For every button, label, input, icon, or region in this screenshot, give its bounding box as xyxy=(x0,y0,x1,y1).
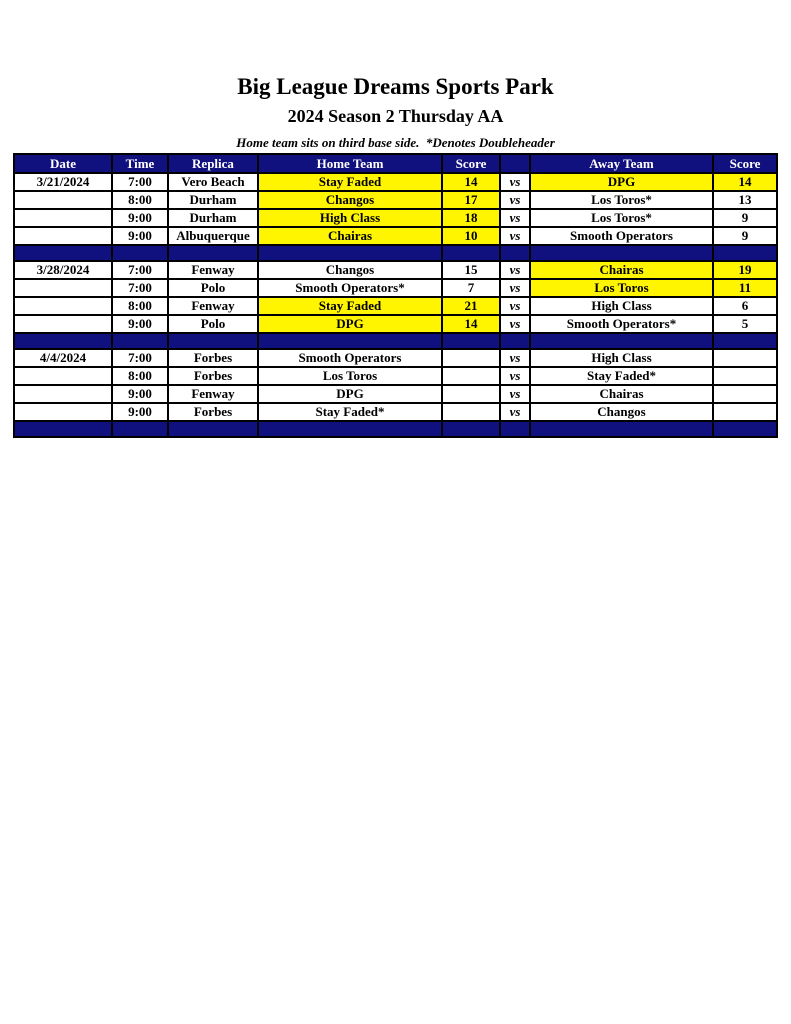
home-team-cell: Stay Faded xyxy=(258,297,442,315)
replica-cell: Forbes xyxy=(168,367,258,385)
away-team-cell: Stay Faded* xyxy=(530,367,713,385)
replica-cell: Forbes xyxy=(168,349,258,367)
separator-cell xyxy=(14,245,112,261)
schedule-table xyxy=(13,153,778,438)
separator-cell xyxy=(500,421,530,437)
away-team-cell: Los Toros* xyxy=(530,191,713,209)
game-row xyxy=(14,315,777,333)
away-score-cell: 6 xyxy=(713,297,777,315)
home-score-cell: 7 xyxy=(442,279,500,297)
home-score-cell: 21 xyxy=(442,297,500,315)
home-score-cell xyxy=(442,349,500,367)
home-team-cell: Los Toros xyxy=(258,367,442,385)
page-note: Home team sits on third base side. *Denotes Doubleheader xyxy=(236,135,555,150)
away-score-cell xyxy=(713,385,777,403)
separator-cell xyxy=(168,245,258,261)
separator-cell xyxy=(258,421,442,437)
away-score-cell: 13 xyxy=(713,191,777,209)
vs-header xyxy=(500,154,530,173)
time-cell: 9:00 xyxy=(112,315,168,333)
away-team-cell: Chairas xyxy=(530,385,713,403)
away-score-cell: 14 xyxy=(713,173,777,191)
date-cell xyxy=(14,315,112,333)
page-title: Big League Dreams Sports Park xyxy=(237,74,554,99)
home-team-cell: Smooth Operators xyxy=(258,349,442,367)
date-header: Date xyxy=(14,154,112,173)
replica-header: Replica xyxy=(168,154,258,173)
home-team-cell: Stay Faded xyxy=(258,173,442,191)
separator-cell xyxy=(14,333,112,349)
away-team-cell: DPG xyxy=(530,173,713,191)
separator-cell xyxy=(168,421,258,437)
date-cell: 4/4/2024 xyxy=(14,349,112,367)
time-cell: 7:00 xyxy=(112,173,168,191)
vs-cell: vs xyxy=(500,173,530,191)
home-score-header: Score xyxy=(442,154,500,173)
home-team-cell: High Class xyxy=(258,209,442,227)
separator-cell xyxy=(500,245,530,261)
away-score-cell xyxy=(713,349,777,367)
game-row xyxy=(14,349,777,367)
separator-cell xyxy=(258,333,442,349)
table-header-row xyxy=(14,154,777,173)
home-score-cell: 14 xyxy=(442,315,500,333)
time-header: Time xyxy=(112,154,168,173)
separator-cell xyxy=(112,421,168,437)
home-score-cell: 17 xyxy=(442,191,500,209)
separator-cell xyxy=(442,421,500,437)
home-team-cell: Stay Faded* xyxy=(258,403,442,421)
separator-cell xyxy=(14,421,112,437)
separator-cell xyxy=(442,333,500,349)
replica-cell: Durham xyxy=(168,191,258,209)
away-team-cell: High Class xyxy=(530,297,713,315)
home-team-header: Home Team xyxy=(258,154,442,173)
home-team-cell: DPG xyxy=(258,315,442,333)
replica-cell: Vero Beach xyxy=(168,173,258,191)
separator-cell xyxy=(713,245,777,261)
replica-cell: Polo xyxy=(168,315,258,333)
vs-cell: vs xyxy=(500,297,530,315)
separator-row xyxy=(14,421,777,437)
replica-cell: Fenway xyxy=(168,261,258,279)
time-cell: 7:00 xyxy=(112,261,168,279)
game-row xyxy=(14,173,777,191)
separator-cell xyxy=(530,421,713,437)
replica-cell: Fenway xyxy=(168,385,258,403)
separator-cell xyxy=(713,421,777,437)
game-row xyxy=(14,403,777,421)
away-team-cell: Smooth Operators* xyxy=(530,315,713,333)
home-score-cell: 14 xyxy=(442,173,500,191)
separator-cell xyxy=(168,333,258,349)
home-score-cell xyxy=(442,385,500,403)
replica-cell: Fenway xyxy=(168,297,258,315)
separator-row xyxy=(14,333,777,349)
away-team-cell: Los Toros xyxy=(530,279,713,297)
game-row xyxy=(14,297,777,315)
vs-cell: vs xyxy=(500,279,530,297)
separator-cell xyxy=(442,245,500,261)
vs-cell: vs xyxy=(500,227,530,245)
page-subtitle: 2024 Season 2 Thursday AA xyxy=(287,106,504,126)
away-score-cell: 9 xyxy=(713,227,777,245)
date-cell xyxy=(14,367,112,385)
replica-cell: Forbes xyxy=(168,403,258,421)
away-team-header: Away Team xyxy=(530,154,713,173)
game-row xyxy=(14,191,777,209)
time-cell: 9:00 xyxy=(112,227,168,245)
replica-cell: Polo xyxy=(168,279,258,297)
home-score-cell xyxy=(442,403,500,421)
date-cell xyxy=(14,403,112,421)
game-row xyxy=(14,227,777,245)
separator-cell xyxy=(500,333,530,349)
home-score-cell: 10 xyxy=(442,227,500,245)
time-cell: 9:00 xyxy=(112,385,168,403)
away-score-cell: 9 xyxy=(713,209,777,227)
game-row xyxy=(14,209,777,227)
time-cell: 9:00 xyxy=(112,403,168,421)
vs-cell: vs xyxy=(500,315,530,333)
separator-cell xyxy=(530,245,713,261)
away-score-cell xyxy=(713,367,777,385)
away-team-cell: Smooth Operators xyxy=(530,227,713,245)
separator-cell xyxy=(112,245,168,261)
time-cell: 8:00 xyxy=(112,297,168,315)
home-score-cell xyxy=(442,367,500,385)
time-cell: 7:00 xyxy=(112,349,168,367)
date-cell xyxy=(14,209,112,227)
time-cell: 8:00 xyxy=(112,367,168,385)
separator-cell xyxy=(258,245,442,261)
home-team-cell: Changos xyxy=(258,191,442,209)
time-cell: 8:00 xyxy=(112,191,168,209)
separator-cell xyxy=(713,333,777,349)
replica-cell: Durham xyxy=(168,209,258,227)
separator-row xyxy=(14,245,777,261)
away-score-cell xyxy=(713,403,777,421)
date-cell xyxy=(14,191,112,209)
game-row xyxy=(14,367,777,385)
away-team-cell: Changos xyxy=(530,403,713,421)
date-cell xyxy=(14,279,112,297)
home-team-cell: Chairas xyxy=(258,227,442,245)
separator-cell xyxy=(530,333,713,349)
vs-cell: vs xyxy=(500,209,530,227)
vs-cell: vs xyxy=(500,385,530,403)
away-score-cell: 5 xyxy=(713,315,777,333)
date-cell xyxy=(14,297,112,315)
time-cell: 9:00 xyxy=(112,209,168,227)
vs-cell: vs xyxy=(500,367,530,385)
time-cell: 7:00 xyxy=(112,279,168,297)
away-score-cell: 19 xyxy=(713,261,777,279)
home-team-cell: Smooth Operators* xyxy=(258,279,442,297)
home-team-cell: Changos xyxy=(258,261,442,279)
away-score-header: Score xyxy=(713,154,777,173)
home-score-cell: 15 xyxy=(442,261,500,279)
home-team-cell: DPG xyxy=(258,385,442,403)
home-score-cell: 18 xyxy=(442,209,500,227)
date-cell: 3/28/2024 xyxy=(14,261,112,279)
date-cell xyxy=(14,385,112,403)
separator-cell xyxy=(112,333,168,349)
away-team-cell: Los Toros* xyxy=(530,209,713,227)
vs-cell: vs xyxy=(500,191,530,209)
replica-cell: Albuquerque xyxy=(168,227,258,245)
vs-cell: vs xyxy=(500,261,530,279)
away-team-cell: Chairas xyxy=(530,261,713,279)
game-row xyxy=(14,385,777,403)
game-row xyxy=(14,261,777,279)
date-cell xyxy=(14,227,112,245)
date-cell: 3/21/2024 xyxy=(14,173,112,191)
away-score-cell: 11 xyxy=(713,279,777,297)
vs-cell: vs xyxy=(500,403,530,421)
away-team-cell: High Class xyxy=(530,349,713,367)
vs-cell: vs xyxy=(500,349,530,367)
game-row xyxy=(14,279,777,297)
